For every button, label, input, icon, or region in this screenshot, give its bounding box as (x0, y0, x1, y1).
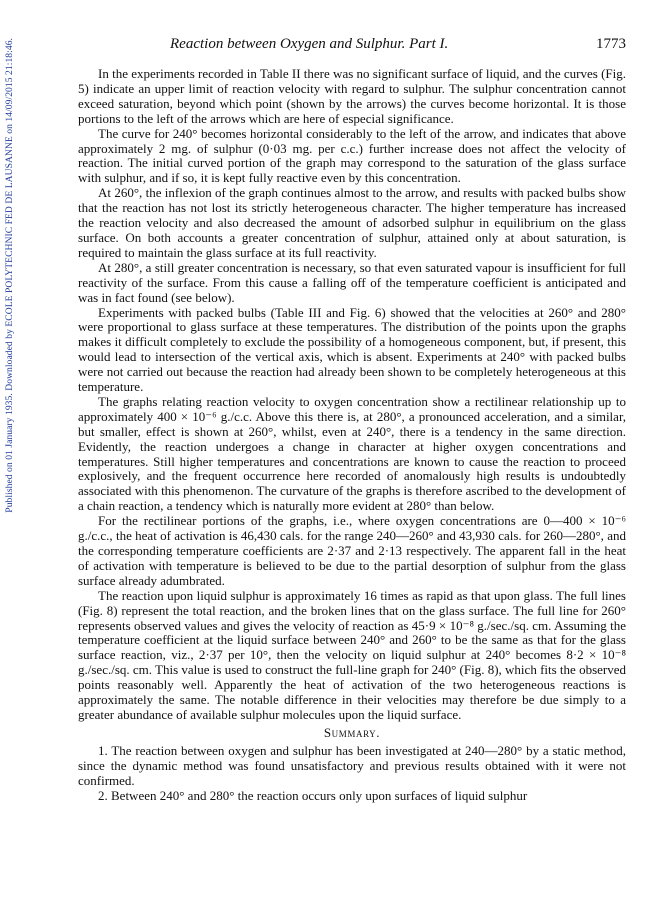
paragraph: For the rectilinear portions of the graphs, i.e., where oxygen concentrations are 0—400 × 10⁻⁶ g./c.c., the heat of activation is 46,430 cals. for the range 240—260° and 43,930 cals. for 260—280°, and the corresponding temperature coefficients are 2·37 and 2·13 respectively. The apparent fall in the heat of activation with temperature is believed to be due to the partial desorption of sulphur from the glass surface already adumbrated. (78, 513, 626, 588)
paragraph: In the experiments recorded in Table II there was no significant surface of liquid, and the curves (Fig. 5) indicate an upper limit of reaction velocity with regard to sulphur. The sulphur concentration cannot exceed saturation, beyond which point (shown by the arrows) the curves become horizontal. It is those portions to the left of the arrows which are here of especial significance. (78, 66, 626, 126)
summary-item: 2. Between 240° and 280° the reaction occurs only upon surfaces of liquid sulphur (98, 787, 528, 803)
paragraph: The reaction upon liquid sulphur is approximately 16 times as rapid as that upon glass. The full lines (Fig. 8) represent the total reaction, and the broken lines that on the glass surface. The full line for 260° represents observed values and gives the velocity of reaction as 45·9 × 10⁻⁸ g./sec./sq. cm. Assuming the temperature coefficient at the liquid surface between 240° and 260° to be the same as that for the glass surface reaction, viz., 2·37 per 10°, then the velocity on liquid sulphur at 240° becomes 8·2 × 10⁻⁸ g./sec./sq. cm. This value is used to construct the full-line graph for 240° (Fig. 8), which fits the observed points reasonably well. Apparently the heat of activation of the two heterogeneous reactions is approximately the same. The notable difference in their velocities may therefore be due simply to a greater abundance of available sulphur molecules upon the liquid surface. (78, 587, 626, 722)
running-title: Reaction between Oxygen and Sulphur. Part I. (170, 36, 449, 52)
summary-heading: Summary. (323, 724, 381, 740)
page-number: 1773 (596, 36, 626, 52)
running-header (78, 36, 626, 56)
download-watermark (4, 38, 18, 598)
download-watermark-text: Published on 01 January 1935. Downloaded by ECOLE POLYTECHNIC FED DE LAUSANNE on 14/09/2015 21:18:46. (4, 38, 15, 513)
summary-item: 1. The reaction between oxygen and sulphur has been investigated at 240—280° by a static method, since the dynamic method was found unsatisfactory and previous results obtained with it were not confirmed. (78, 742, 626, 788)
article-body (78, 67, 626, 803)
paragraph: Experiments with packed bulbs (Table III and Fig. 6) showed that the velocities at 260° and 280° were proportional to glass surface at these temperatures. The distribution of the points upon the graphs makes it difficult completely to exclude the possibility of a homogeneous component, but, if present, this would lead to intersection of the vertical axis, which is absent. Experiments at 240° with packed bulbs were not carried out because the reaction had already been shown to be completely heterogeneous at this temperature. (78, 304, 626, 395)
paragraph: The curve for 240° becomes horizontal considerably to the left of the arrow, and indicates that above approximately 2 mg. of sulphur (0·03 mg. per c.c.) further increase does not affect the velocity of reaction. The initial curved portion of the graph may correspond to the saturation of the glass surface with sulphur, and if so, it is kept fully reactive even by this concentration. (78, 125, 626, 186)
paragraph: At 260°, the inflexion of the graph continues almost to the arrow, and results with packed bulbs show that the reaction has not lost its strictly heterogeneous character. The higher temperature has increased the reaction velocity and also decreased the amount of adsorbed sulphur in equilibrium on the glass surface. On both accounts a greater concentration of sulphur, attained only at about saturation, is required to maintain the glass surface at its full reactivity. (78, 185, 626, 260)
paragraph: The graphs relating reaction velocity to oxygen concentration show a rectilinear relationship up to approximately 400 × 10⁻⁶ g./c.c. Above this there is, at 280°, a pronounced acceleration, and a similar, but smaller, effect is shown at 260°, whilst, even at 240°, there is a tendency in the same direction. Evidently, the reaction undergoes a change in character at higher oxygen concentrations and temperatures. Still higher temperatures and concentrations are known to cause the reaction to proceed explosively, and the frequent occurrence here recorded of anomalously high results is undoubtedly associated with this phenomenon. The curvature of the graphs is therefore ascribed to the development of a chain reaction, a tendency which is naturally more evident at 280° than below. (78, 393, 626, 514)
paragraph: At 280°, a still greater concentration is necessary, so that even saturated vapour is insufficient for full reactivity of the surface. From this cause a falling off of the temperature coefficient is anticipated and was in fact found (see below). (78, 259, 626, 305)
